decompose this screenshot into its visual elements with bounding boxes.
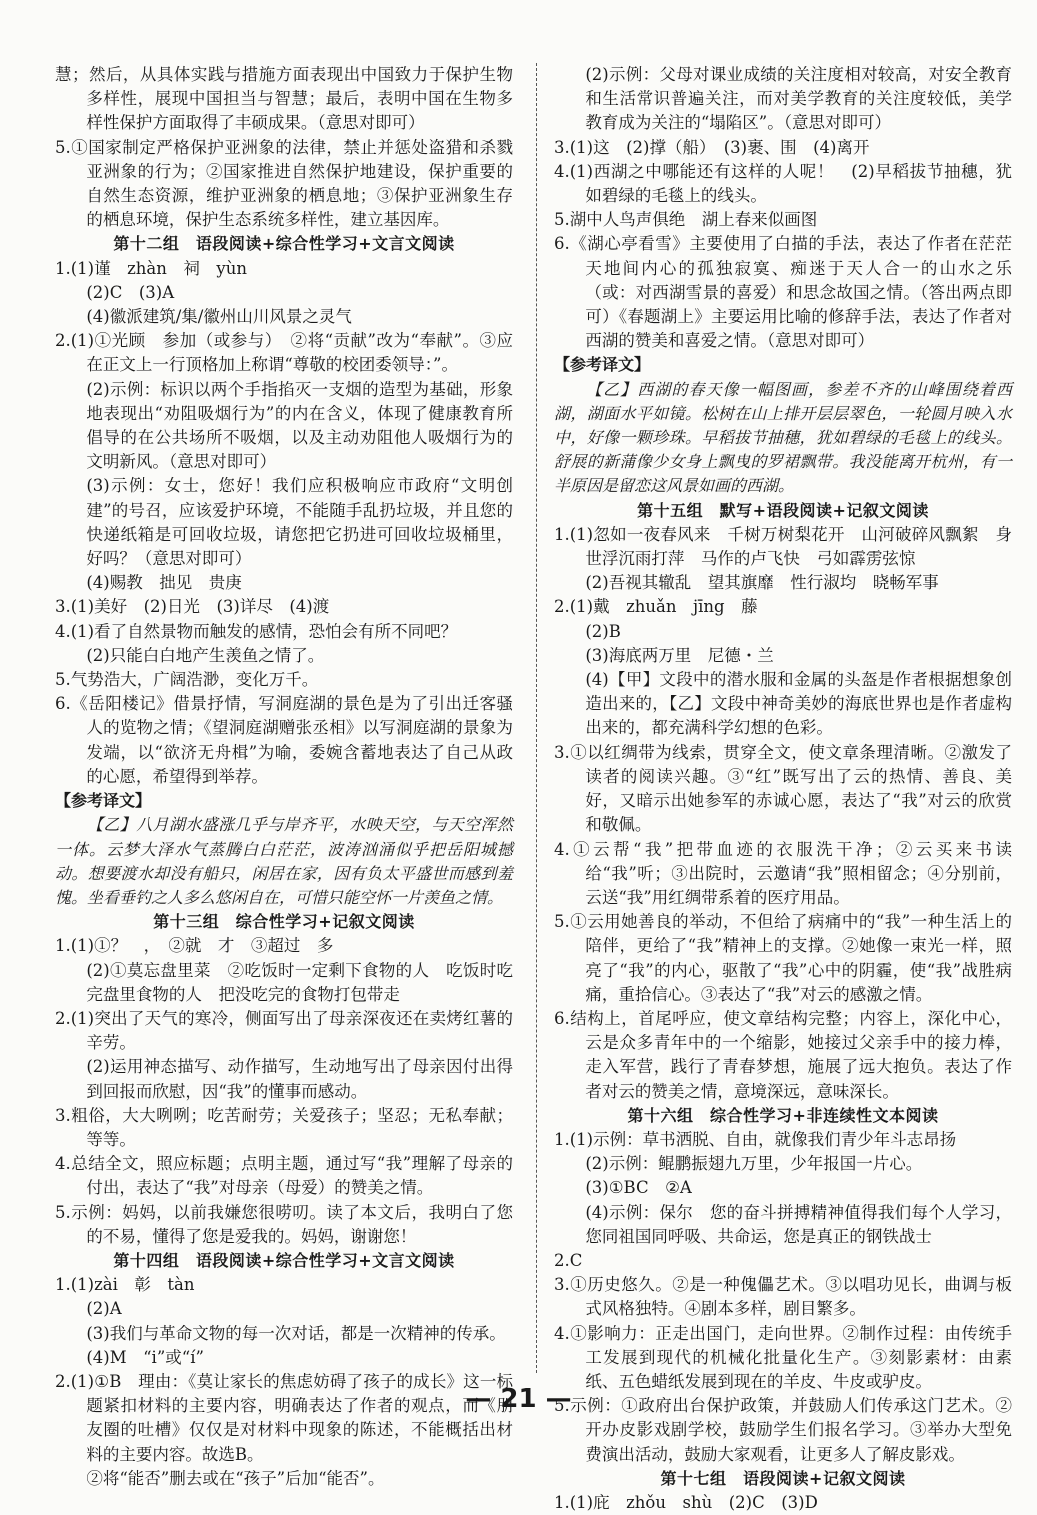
answer-subitem: (2)示例：父母对课业成绩的关注度相对较高，对安全教育和生活常识普遍关注，而对美学教育的关注度较低，美学教育成为关注的“塌陷区”。（意思对即可） (585, 65, 1012, 133)
section-heading: 第十二组 语段阅读+综合性学习+文言文阅读 (113, 234, 455, 254)
answer-subitem: (4)赐教 拙见 贵庚 (86, 573, 242, 593)
reference-translation: 【乙】八月湖水盛涨几乎与岸齐平，水映天空，与天空浑然一体。云梦大泽水气蒸腾白白茫茫，波涛汹涌似乎把岳阳城撼动。想要渡水却没有船只，闲居在家，因有负太平盛世而感到羞愧。坐看垂钓之人多么悠闲自在，可惜只能空怀一片羡鱼之情。 (55, 815, 513, 907)
answer-item: 6.结构上，首尾呼应，使文章结构完整；内容上，深化中心，云是众多青年中的一个缩影，她接过父亲手中的接力棒，走入军营，践行了青春梦想，施展了远大抱负。表达了作者对云的赞美之情，意境深远，意味深长。 (554, 1008, 1012, 1101)
answer-subitem: (4)徽派建筑/集/徽州山川风景之灵气 (86, 307, 352, 327)
answer-subitem: (2)只能白白地产生羡鱼之情了。 (86, 645, 325, 665)
answer-item: 3.①以红绸带为线索，贯穿全文，使文章条理清晰。②激发了读者的阅读兴趣。③“红”既写出了云的热情、善良、美好，又暗示出她参军的赤诚心愿，表达了“我”对云的欣赏和敬佩。 (554, 742, 1012, 835)
answer-subitem: (2)示例：鲲鹏振翅九万里，少年报国一片心。 (585, 1154, 923, 1174)
answer-item: 3.粗俗，大大咧咧；吃苦耐劳；关爱孩子；坚忍；无私奉献；等等。 (55, 1105, 513, 1149)
answer-subitem: (3)示例：女士，您好！我们应积极响应市政府“文明创建”的号召，应该爱护环境，不能随手乱扔垃圾，并且您的快递纸箱是可回收垃圾，请您把它扔进可回收垃圾桶里，好吗？（意思对即可） (86, 476, 513, 569)
answer-subitem: (4)【甲】文段中的潜水服和金属的头盔是作者根据想象创造出来的，【乙】文段中神奇美妙的海底世界也是作者虚构出来的，都充满科学幻想的色彩。 (585, 670, 1012, 738)
answer-item: 5.①国家制定严格保护亚洲象的法律，禁止并惩处盗猎和杀戮亚洲象的行为；②国家推进自然保护地建设，保护重要的自然生态资源，维护亚洲象的栖息地；③保护亚洲象生存的栖息环境，保护生态系统多样性，建立基因库。 (55, 137, 513, 230)
section-heading: 第十四组 语段阅读+综合性学习+文言文阅读 (113, 1250, 455, 1270)
answer-item: 2.(1)①B 理由：《莫让家长的焦虑妨碍了孩子的成长》这一标题紧扣材料的主要内容，明确表达了作者的观点，而《朋友圈的吐槽》仅仅是对材料中现象的陈述，不能概括出材料的主要内容。故选B。 (55, 1371, 513, 1464)
answer-item: 1.(1)①？ ， ②就 才 ③超过 多 (55, 936, 334, 956)
answer-subitem: (3)海底两万里 尼德・兰 (585, 645, 774, 665)
answer-subitem: (2)A (86, 1299, 122, 1319)
answer-subitem: (2)运用神态描写、动作描写，生动地写出了母亲因付出得到回报而欣慰，因“我”的懂事而感动。 (86, 1057, 513, 1101)
section-heading: 第十五组 默写+语段阅读+记叙文阅读 (637, 500, 929, 520)
answer-item: 1.(1)示例：草书洒脱、自由，就像我们青少年斗志昂扬 (554, 1129, 957, 1149)
answer-item: 4.①云帮“我”把带血迹的衣服洗干净；②云买来书读给“我”听；③出院时，云邀请“我”照相留念；④分别前，云送“我”用红绸带系着的医疗用品。 (554, 839, 1012, 907)
answer-item: 3.(1)美好 (2)日光 (3)详尽 (4)渡 (55, 597, 330, 617)
answer-item: 2.C (554, 1250, 583, 1270)
answer-subitem: (2)①莫忘盘里菜 ②吃饭时一定剩下食物的人 吃饭时吃完盘里食物的人 把没吃完的食物打包带走 (86, 960, 513, 1004)
answer-subitem: (4)M “i”或“í” (86, 1347, 204, 1367)
left-column (55, 63, 513, 1488)
answer-item: 3.①历史悠久。②是一种傀儡艺术。③以唱功见长，曲调与板式风格独特。④剧本多样，剧目繁多。 (554, 1275, 1012, 1319)
answer-item: 慧；然后，从具体实践与措施方面表现出中国致力于保护生物多样性，展现中国担当与智慧；最后，表明中国在生物多样性保护方面取得了丰硕成果。（意思对即可） (55, 65, 513, 133)
answer-item: 4.总结全文，照应标题；点明主题，通过写“我”理解了母亲的付出，表达了“我”对母亲（母爱）的赞美之情。 (55, 1154, 513, 1198)
answer-item: 1.(1)谨 zhàn 祠 yùn (55, 258, 247, 278)
answer-item: 6.《湖心亭看雪》主要使用了白描的手法，表达了作者在茫茫天地间内心的孤独寂寞、痴迷于天人合一的山水之乐（或：对西湖雪景的喜爱）和思念故国之情。（答出两点即可）《春题湖上》主要运用比喻的修辞手法，表达了作者对西湖的赞美和喜爱之情。（意思对即可） (554, 234, 1012, 351)
answer-subitem: (3)我们与革命文物的每一次对话，都是一次精神的传承。 (86, 1323, 506, 1343)
answer-subitem: (3)①BC ②A (585, 1178, 692, 1198)
answer-item: 5.示例：妈妈，以前我嫌您很唠叨。读了本文后，我明白了您的不易，懂得了您是爱我的。妈妈，谢谢您！ (55, 1202, 513, 1246)
answer-item: 5.气势浩大，广阔浩渺，变化万千。 (55, 670, 319, 690)
answer-subitem: (2)示例：标识以两个手指掐灭一支烟的造型为基础，形象地表现出“劝阻吸烟行为”的内在含义，体现了健康教育所倡导的在公共场所不吸烟，以及主动劝阻他人吸烟行为的文明新风。（意思对即可） (86, 379, 513, 472)
reference-translation: 【乙】西湖的春天像一幅图画，参差不齐的山峰围绕着西湖，湖面水平如镜。松树在山上排开层层翠色，一轮圆月映入水中，好像一颗珍珠。早稻拔节抽穗，犹如碧绿的毛毯上的线头。舒展的新蒲像少女身上飘曳的罗裙飘带。我没能离开杭州，有一半原因是留恋这风景如画的西湖。 (554, 379, 1012, 496)
answer-item: 1.(1)忽如一夜春风来 千树万树梨花开 山河破碎风飘絮 身世浮沉雨打萍 马作的卢飞快 弓如霹雳弦惊 (554, 524, 1012, 569)
section-heading: 第十六组 综合性学习+非连续性文本阅读 (627, 1105, 939, 1125)
answer-item: 2.(1)突出了天气的寒冷，侧面写出了母亲深夜还在卖烤红薯的辛劳。 (55, 1008, 513, 1053)
answer-item: 1.(1)zài 彰 tàn (55, 1275, 195, 1295)
section-heading: 第十三组 综合性学习+记叙文阅读 (153, 912, 415, 932)
answer-subitem: (2)C (3)A (86, 282, 175, 302)
answer-item: 4.①影响力：正走出国门，走向世界。②制作过程：由传统手工发展到现代的机械化批量化生产。③刻影素材：由素纸、五色蜡纸发展到现在的羊皮、牛皮或驴皮。 (554, 1323, 1012, 1391)
answer-item: 6.《岳阳楼记》借景抒情，写洞庭湖的景色是为了引出迁客骚人的览物之情；《望洞庭湖赠张丞相》以写洞庭湖的景象为发端，以“欲济无舟楫”为喻，委婉含蓄地表达了自己从政的心愿，希望得到举荐。 (55, 694, 513, 786)
column-divider (536, 63, 537, 1373)
answer-item: 2.(1)①光顾 参加（或参与） ②将“贡献”改为“奉献”。③应在正文上一行顶格加上称谓“尊敬的校团委领导：”。 (55, 331, 513, 375)
answer-item: 2.(1)戴 zhuǎn jīng 藤 (554, 597, 758, 617)
page-number: — 21 — (465, 1384, 572, 1414)
reference-heading: 【参考译文】 (554, 355, 651, 375)
answer-subitem: (4)示例：保尔 您的奋斗拼搏精神值得我们每个人学习，您同祖国同呼吸、共命运，您是真正的钢铁战士 (585, 1202, 1012, 1246)
answer-subitem: (2)吾视其辙乱 望其旗靡 性行淑均 晓畅军事 (585, 573, 939, 593)
answer-subitem: ②将“能否”删去或在“孩子”后加“能否”。 (86, 1468, 385, 1488)
answer-item: 4.(1)西湖之中哪能还有这样的人呢！ (2)早稻拔节抽穗，犹如碧绿的毛毯上的线头。 (554, 161, 1012, 206)
answer-item: 1.(1)庇 zhǒu shù (2)C (3)D (554, 1492, 818, 1512)
answer-item: 5.示例：①政府出台保护政策，并鼓励人们传承这门艺术。②开办皮影戏剧学校，鼓励学生们报名学习。③举办大型免费演出活动，鼓励大家观看，让更多人了解皮影戏。 (554, 1396, 1012, 1464)
answer-subitem: (2)B (585, 621, 621, 641)
answer-item: 4.(1)看了自然景物而触发的感情，恐怕会有所不同吧？ (55, 621, 458, 641)
answer-item: 5.①云用她善良的举动，不但给了病痛中的“我”一种生活上的陪伴，更给了“我”精神上的支撑。②她像一束光一样，照亮了“我”的内心，驱散了“我”心中的阴霾，使“我”战胜病痛，重拾信心。③表达了“我”对云的感激之情。 (554, 912, 1012, 1004)
answer-item: 3.(1)这 (2)撑（船） (3)裹、围 (4)离开 (554, 137, 870, 157)
right-column (554, 63, 1012, 1512)
answer-item: 5.湖中人鸟声俱绝 湖上春来似画图 (554, 210, 818, 230)
reference-heading: 【参考译文】 (55, 791, 152, 811)
section-heading: 第十七组 语段阅读+记叙文阅读 (660, 1468, 906, 1488)
